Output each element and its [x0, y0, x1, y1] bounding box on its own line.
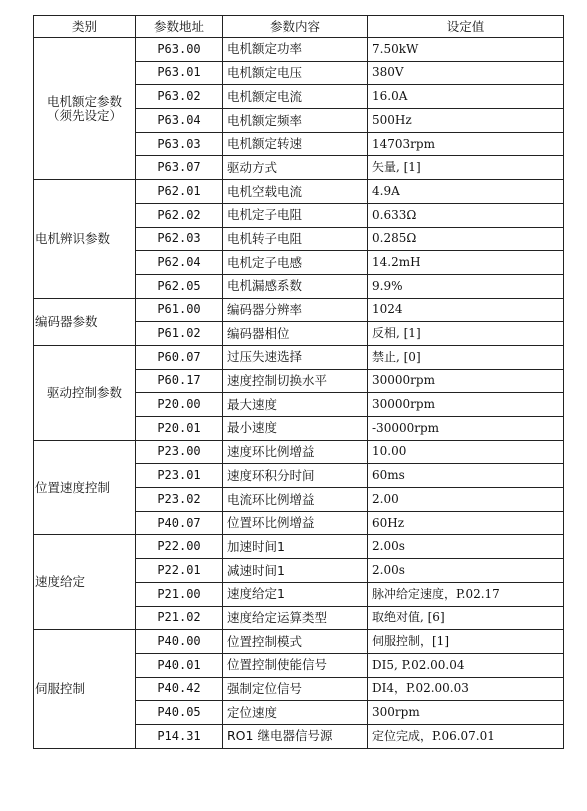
- address-cell: P40.01: [136, 653, 223, 677]
- content-cell: 电机额定功率: [223, 38, 368, 62]
- value-cell: -30000rpm: [368, 417, 564, 441]
- content-cell: 强制定位信号: [223, 677, 368, 701]
- table-body: [34, 38, 564, 749]
- table-row: [34, 345, 564, 369]
- address-cell: P63.03: [136, 132, 223, 156]
- content-cell: 位置控制模式: [223, 630, 368, 654]
- category-label: 速度给定: [35, 574, 86, 590]
- value-cell: 2.00: [368, 488, 564, 512]
- content-cell: 速度环比例增益: [223, 440, 368, 464]
- content-cell: 速度环积分时间: [223, 464, 368, 488]
- value-cell: 1024: [368, 298, 564, 322]
- category-label: 编码器参数: [35, 313, 98, 329]
- address-cell: P23.00: [136, 440, 223, 464]
- content-cell: 电机转子电阻: [223, 227, 368, 251]
- address-cell: P22.00: [136, 535, 223, 559]
- value-cell: 60ms: [368, 464, 564, 488]
- address-cell: P61.02: [136, 322, 223, 346]
- content-cell: 减速时间1: [223, 559, 368, 583]
- value-cell: 禁止, [0]: [368, 345, 564, 369]
- content-cell: RO1 继电器信号源: [223, 724, 368, 748]
- address-cell: P62.03: [136, 227, 223, 251]
- address-cell: P62.01: [136, 180, 223, 204]
- category-label: 位置速度控制: [35, 479, 111, 495]
- address-cell: P60.17: [136, 369, 223, 393]
- address-cell: P62.04: [136, 251, 223, 275]
- content-cell: 电机额定频率: [223, 109, 368, 133]
- content-cell: 最大速度: [223, 393, 368, 417]
- category-label: （须先设定）: [46, 107, 122, 123]
- address-cell: P62.05: [136, 274, 223, 298]
- address-cell: P40.07: [136, 511, 223, 535]
- value-cell: DI5, P.02.00.04: [368, 653, 564, 677]
- value-cell: 0.285Ω: [368, 227, 564, 251]
- address-cell: P20.00: [136, 393, 223, 417]
- value-cell: 9.9%: [368, 274, 564, 298]
- address-cell: P22.01: [136, 559, 223, 583]
- address-cell: P23.02: [136, 488, 223, 512]
- content-cell: 电机空载电流: [223, 180, 368, 204]
- address-cell: P40.00: [136, 630, 223, 654]
- value-cell: 14.2mH: [368, 251, 564, 275]
- header-category: 类别: [34, 16, 136, 38]
- header-address: 参数地址: [136, 16, 223, 38]
- value-cell: 16.0A: [368, 85, 564, 109]
- address-cell: P62.02: [136, 203, 223, 227]
- table-header-row: [34, 16, 564, 38]
- category-label: 伺服控制: [35, 681, 86, 697]
- value-cell: 60Hz: [368, 511, 564, 535]
- value-cell: 500Hz: [368, 109, 564, 133]
- category-cell: [34, 630, 136, 748]
- address-cell: P21.00: [136, 582, 223, 606]
- content-cell: 速度给定1: [223, 582, 368, 606]
- content-cell: 位置环比例增益: [223, 511, 368, 535]
- category-cell: [34, 180, 136, 298]
- content-cell: 最小速度: [223, 417, 368, 441]
- category-label: 电机辨识参数: [35, 230, 111, 246]
- value-cell: 2.00s: [368, 559, 564, 583]
- content-cell: 电机定子电阻: [223, 203, 368, 227]
- content-cell: 电机额定电压: [223, 61, 368, 85]
- address-cell: P63.02: [136, 85, 223, 109]
- value-cell: 矢量, [1]: [368, 156, 564, 180]
- address-cell: P21.02: [136, 606, 223, 630]
- value-cell: 反相, [1]: [368, 322, 564, 346]
- content-cell: 电机额定电流: [223, 85, 368, 109]
- content-cell: 编码器分辨率: [223, 298, 368, 322]
- value-cell: 0.633Ω: [368, 203, 564, 227]
- header-value: 设定值: [368, 16, 564, 38]
- content-cell: 过压失速选择: [223, 345, 368, 369]
- address-cell: P40.05: [136, 701, 223, 725]
- category-label: 驱动控制参数: [46, 384, 122, 400]
- address-cell: P63.07: [136, 156, 223, 180]
- category-cell: [34, 535, 136, 630]
- address-cell: P14.31: [136, 724, 223, 748]
- value-cell: DI4，P.02.00.03: [368, 677, 564, 701]
- category-cell: [34, 38, 136, 180]
- value-cell: 300rpm: [368, 701, 564, 725]
- table-row: [34, 630, 564, 654]
- table-row: [34, 298, 564, 322]
- address-cell: P60.07: [136, 345, 223, 369]
- address-cell: P63.04: [136, 109, 223, 133]
- content-cell: 电机漏感系数: [223, 274, 368, 298]
- parameter-table: [33, 15, 564, 749]
- value-cell: 伺服控制，[1]: [368, 630, 564, 654]
- address-cell: P61.00: [136, 298, 223, 322]
- content-cell: 定位速度: [223, 701, 368, 725]
- content-cell: 速度给定运算类型: [223, 606, 368, 630]
- value-cell: 10.00: [368, 440, 564, 464]
- category-label: 电机额定参数: [46, 93, 122, 109]
- category-cell: [34, 440, 136, 535]
- header-content: 参数内容: [223, 16, 368, 38]
- value-cell: 脉冲给定速度，P.02.17: [368, 582, 564, 606]
- table-row: [34, 38, 564, 62]
- content-cell: 驱动方式: [223, 156, 368, 180]
- address-cell: P23.01: [136, 464, 223, 488]
- address-cell: P63.00: [136, 38, 223, 62]
- table-row: [34, 535, 564, 559]
- value-cell: 14703rpm: [368, 132, 564, 156]
- value-cell: 380V: [368, 61, 564, 85]
- value-cell: 取绝对值, [6]: [368, 606, 564, 630]
- value-cell: 30000rpm: [368, 369, 564, 393]
- value-cell: 4.9A: [368, 180, 564, 204]
- category-cell: [34, 345, 136, 440]
- content-cell: 速度控制切换水平: [223, 369, 368, 393]
- content-cell: 电机额定转速: [223, 132, 368, 156]
- value-cell: 30000rpm: [368, 393, 564, 417]
- content-cell: 电机定子电感: [223, 251, 368, 275]
- table-row: [34, 440, 564, 464]
- content-cell: 电流环比例增益: [223, 488, 368, 512]
- address-cell: P40.42: [136, 677, 223, 701]
- address-cell: P20.01: [136, 417, 223, 441]
- content-cell: 位置控制使能信号: [223, 653, 368, 677]
- table-row: [34, 180, 564, 204]
- address-cell: P63.01: [136, 61, 223, 85]
- category-cell: [34, 298, 136, 345]
- content-cell: 编码器相位: [223, 322, 368, 346]
- value-cell: 定位完成，P.06.07.01: [368, 724, 564, 748]
- value-cell: 7.50kW: [368, 38, 564, 62]
- value-cell: 2.00s: [368, 535, 564, 559]
- content-cell: 加速时间1: [223, 535, 368, 559]
